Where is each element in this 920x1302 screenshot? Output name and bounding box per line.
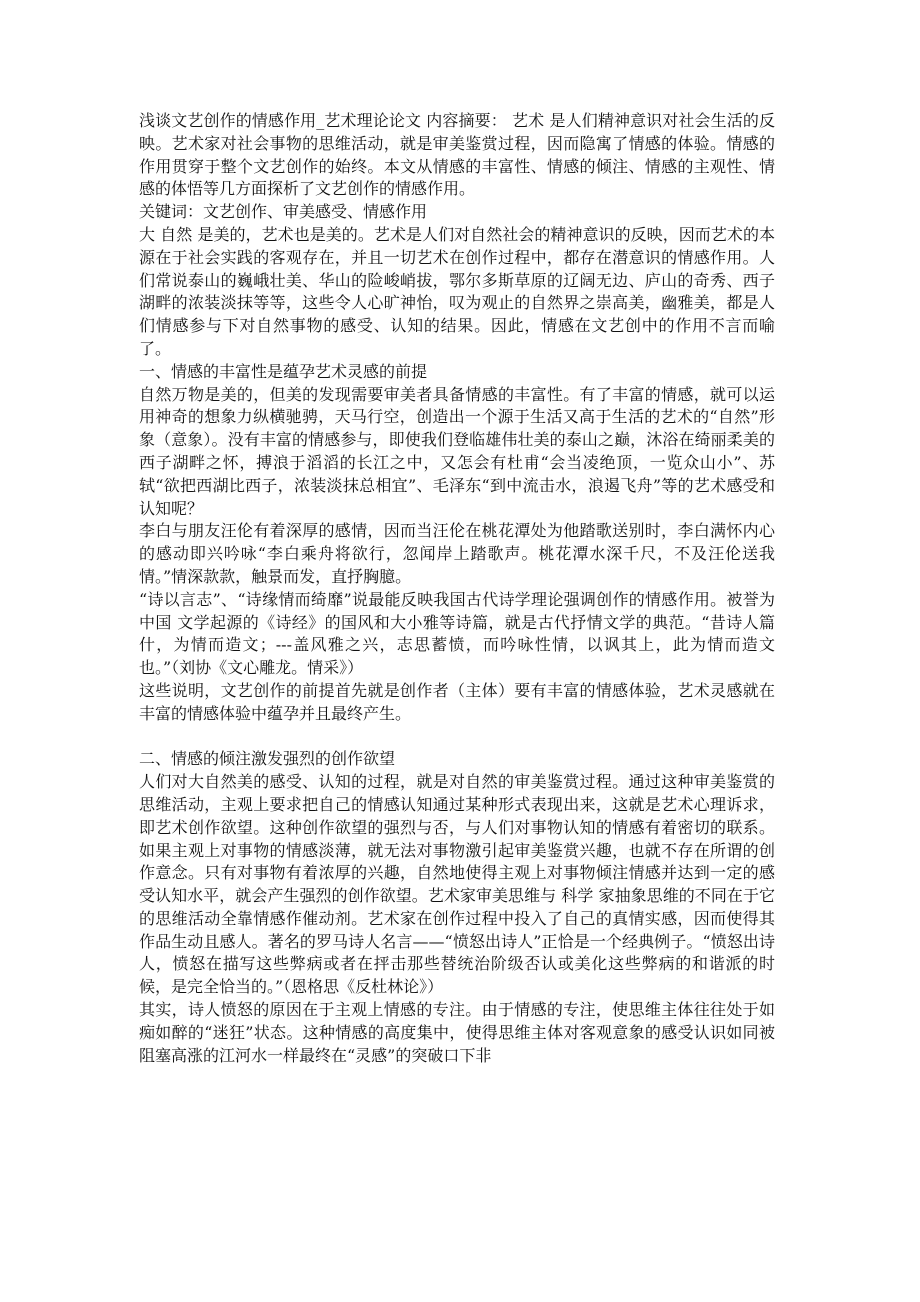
document-page bbox=[139, 110, 775, 1067]
section-heading-1: 一、情感的丰富性是蕴孕艺术灵感的前提 bbox=[139, 361, 428, 381]
blank-line bbox=[139, 726, 775, 749]
body-paragraph: 自然万物是美的，但美的发现需要审美者具备情感的丰富性。有了丰富的情感，就可以运用神奇的想象力纵横驰骋，天马行空，创造出一个源于生活又高于生活的艺术的“自然”形象（意象）。没有丰富的情感参与，即使我们登临雄伟壮美的泰山之巅，沐浴在绮丽柔美的西子湖畔之怀，搏浪于滔滔的长江之中，又怎会有杜甫“会当凌绝顶，一览众山小”、苏轼“欲把西湖比西子，浓装淡抹总相宜”、毛泽东“到中流击水，浪遏飞舟”等的艺术感受和认知呢？ bbox=[139, 384, 775, 518]
body-paragraph: 李白与朋友汪伦有着深厚的感情，因而当汪伦在桃花潭处为他踏歌送别时，李白满怀内心的感动即兴吟咏“李白乘舟将欲行，忽闻岸上踏歌声。桃花潭水深千尺，不及汪伦送我情。”情深款款，触景而发，直抒胸臆。 bbox=[139, 521, 775, 586]
body-paragraph: “诗以言志”、“诗缘情而绮靡”说最能反映我国古代诗学理论强调创作的情感作用。被誉为 中国 文学起源的《诗经》的国风和大小雅等诗篇，就是古代抒情文学的典范。“昔诗人篇什，为情而造文；---盖风雅之兴，志思蓄愤，而吟咏性情，以讽其上，此为情而造文也。”（刘协《文心雕龙。情采》） bbox=[139, 589, 775, 678]
keywords-line: 关键词：文艺创作、审美感受、情感作用 bbox=[139, 202, 428, 222]
section-heading-2: 二、情感的倾注激发强烈的创作欲望 bbox=[139, 749, 396, 769]
body-paragraph: 人们对大自然美的感受、认知的过程，就是对自然的审美鉴赏过程。通过这种审美鉴赏的思维活动，主观上要求把自己的情感认知通过某种形式表现出来，这就是艺术心理诉求，即艺术创作欲望。这种创作欲望的强烈与否，与人们对事物认知的情感有着密切的联系。如果主观上对事物的情感淡薄，就无法对事物激引起审美鉴赏兴趣，也就不存在所谓的创作意念。只有对事物有着浓厚的兴趣，自然地使得主观上对事物倾注情感并达到一定的感受认知水平，就会产生强烈的创作欲望。艺术家审美思维与 科学 家抽象思维的不同在于它的思维活动全靠情感作催动剂。艺术家在创作过程中投入了自己的真情实感，因而使得其作品生动且感人。著名的罗马诗人名言——“愤怒出诗人”正恰是一个经典例子。“愤怒出诗人，愤怒在描写这些弊病或者在抨击那些替统治阶级否认或美化这些弊病的和谐派的时候，是完全恰当的。”（恩格思《反杜林论》） bbox=[139, 772, 775, 997]
intro-paragraph: 大 自然 是美的，艺术也是美的。艺术是人们对自然社会的精神意识的反映，因而艺术的本源在于社会实践的客观存在，并且一切艺术在创作过程中，都存在潜意识的情感作用。人们常说泰山的巍峨壮美、华山的险峻峭拔，鄂尔多斯草原的辽阔无边、庐山的奇秀、西子湖畔的浓装淡抹等等，这些令人心旷神怡，叹为观止的自然界之崇高美，幽雅美，都是人们情感参与下对自然事物的感受、认知的结果。因此，情感在文艺创中的作用不言而喻了。 bbox=[139, 224, 775, 358]
body-paragraph: 其实，诗人愤怒的原因在于主观上情感的专注。由于情感的专注，使思维主体往往处于如痴如醉的“迷狂”状态。这种情感的高度集中，使得思维主体对客观意象的感受认识如同被阻塞高涨的江河水一样最终在“灵感”的突破口下非 bbox=[139, 1000, 775, 1065]
body-paragraph: 这些说明，文艺创作的前提首先就是创作者（主体）要有丰富的情感体验，艺术灵感就在丰富的情感体验中蕴孕并且最终产生。 bbox=[139, 680, 775, 723]
document-title-abstract: 浅谈文艺创作的情感作用_艺术理论论文 内容摘要： 艺术 是人们精神意识对社会生活的反映。艺术家对社会事物的思维活动，就是审美鉴赏过程，因而隐寓了情感的体验。情感的作用贯穿于整个文艺创作的始终。本文从情感的丰富性、情感的倾注、情感的主观性、情感的体悟等几方面探析了文艺创作的情感作用。 bbox=[139, 111, 775, 199]
